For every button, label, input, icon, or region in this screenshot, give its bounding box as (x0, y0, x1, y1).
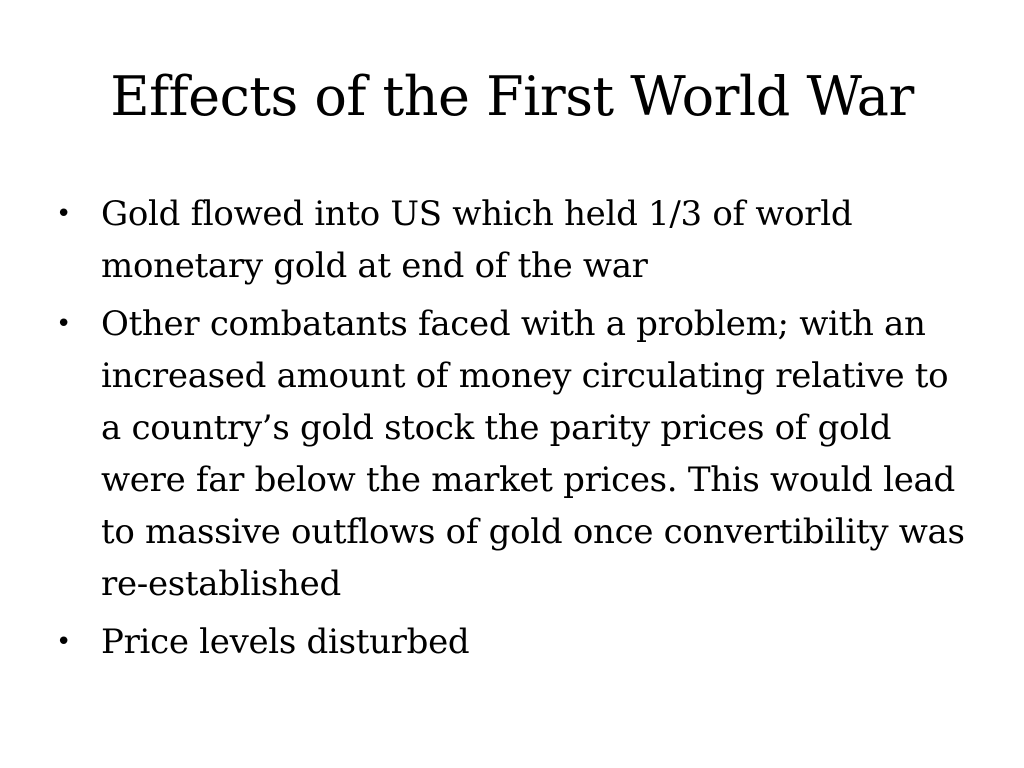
bullet-marker: • (56, 199, 72, 229)
bullet-item (56, 616, 976, 668)
bullet-marker: • (56, 309, 72, 339)
bullet-list (56, 188, 976, 674)
bullet-text: Price levels disturbed (101, 622, 470, 662)
bullet-item (56, 188, 976, 292)
bullet-text: Other combatants faced with a problem; with an increased amount of money circulating relative to a country’s gold stock the parity prices of gold were far below the market prices. This would lead to massive outflows of gold once convertibility was re-established (101, 304, 965, 604)
bullet-marker: • (56, 627, 72, 657)
bullet-item (56, 298, 976, 610)
slide-title: Effects of the First World War (110, 65, 914, 128)
bullet-text: Gold flowed into US which held 1/3 of world monetary gold at end of the war (101, 194, 853, 286)
